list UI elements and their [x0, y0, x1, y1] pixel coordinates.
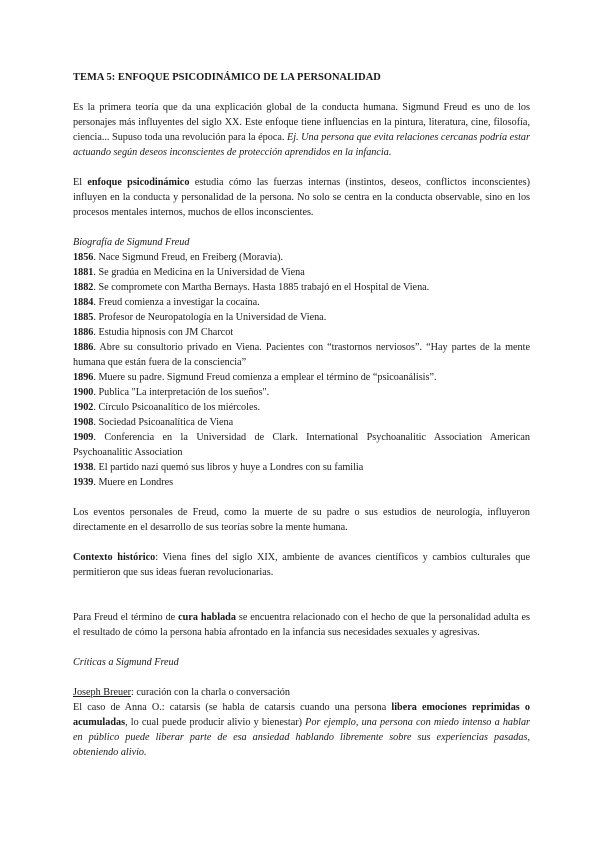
criticas-heading — [73, 655, 530, 670]
biography-year: 1909 — [73, 432, 94, 443]
enfoque-text: estudia cómo las fuerzas internas (instintos, deseos, conflictos inconscientes) influyen en la conducta y personalidad de la persona. No solo se centra en la conducta observable, sino en los procesos mentales internos, muchos de ellos inconscientes. — [73, 177, 531, 218]
context-paragraph — [73, 550, 530, 580]
anna-paragraph — [73, 700, 530, 760]
biography-text: . Sociedad Psicoanalítica de Viena — [93, 417, 234, 428]
criticas-heading-text: Críticas a Sigmund Freud — [73, 657, 179, 668]
biography-text: . Círculo Psicoanalítico de los miércoles. — [93, 402, 261, 413]
biography-item — [73, 460, 530, 475]
biography-year: 1908 — [73, 417, 94, 428]
biography-heading-text: Biografía de Sigmund Freud — [73, 237, 190, 248]
cura-prefix: Para Freud el término de — [73, 612, 179, 623]
biography-item — [73, 310, 530, 325]
biography-text: . El partido nazi quemó sus libros y huye a Londres con su familia — [93, 462, 364, 473]
biography-year: 1896 — [73, 372, 94, 383]
biography-year: 1938 — [73, 462, 94, 473]
anna-prefix: El caso de Anna O.: catarsis (se habla de catarsis cuando una persona — [73, 702, 392, 713]
biography-heading — [73, 235, 530, 250]
cura-paragraph — [73, 610, 530, 640]
biography-text: . Profesor de Neuropatología en la Universidad de Viena. — [93, 312, 327, 323]
anna-example: Por ejemplo, una persona con miedo intenso a hablar en público puede liberar parte de esa ansiedad hablando libremente sobre sus experiencias pasadas, obteniendo alivio. — [73, 717, 530, 758]
context-text: : Viena fines del siglo XIX, ambiente de avances científicos y cambios culturales que permitieron que sus ideas fueran revolucionarias. — [73, 552, 530, 578]
biography-text: . Estudia hipnosis con JM Charcot — [93, 327, 234, 338]
biography-text: . Muere en Londres — [93, 477, 174, 488]
biography-item — [73, 265, 530, 280]
cura-text: se encuentra relacionado con el hecho de que la personalidad adulta es el resultado de cómo la persona había afrontado en la infancia sus necesidades sexuales y agresivas. — [73, 612, 530, 638]
biography-text: . Nace Sigmund Freud, en Freiberg (Moravia). — [93, 252, 284, 263]
biography-year: 1900 — [73, 387, 94, 398]
biography-item — [73, 385, 530, 400]
biography-section — [73, 235, 530, 490]
biography-year: 1939 — [73, 477, 94, 488]
biography-list — [73, 250, 530, 490]
biography-year: 1902 — [73, 402, 94, 413]
enfoque-term: enfoque psicodinámico — [87, 177, 190, 188]
breuer-text: : curación con la charla o conversación — [131, 687, 290, 698]
biography-item — [73, 280, 530, 295]
biography-text: . Abre su consultorio privado en Viena. Pacientes con “trastornos nerviosos”. “Hay partes de la mente humana que están fuera de la consciencia” — [73, 342, 530, 368]
enfoque-paragraph — [73, 175, 530, 220]
events-paragraph: Los eventos personales de Freud, como la muerte de su padre o sus estudios de neurología, influyeron directamente en el desarrollo de sus teorías sobre la mente humana. — [73, 507, 530, 533]
biography-text: . Se compromete con Martha Bernays. Hasta 1885 trabajó en el Hospital de Viena. — [93, 282, 430, 293]
biography-text: . Publica "La interpretación de los sueños". — [93, 387, 270, 398]
biography-item — [73, 340, 530, 370]
biography-text: . Conferencia en la Universidad de Clark. International Psychoanalitic Association American Psychoanalitic Association — [73, 432, 530, 458]
biography-year: 1881 — [73, 267, 94, 278]
biography-year: 1886 — [73, 342, 94, 353]
biography-text: . Freud comienza a investigar la cocaína. — [93, 297, 260, 308]
page-title: TEMA 5: ENFOQUE PSICODINÁMICO DE LA PERSONALIDAD — [73, 72, 381, 83]
biography-item — [73, 475, 530, 490]
breuer-name: Joseph Breuer — [73, 687, 131, 698]
biography-item — [73, 325, 530, 340]
intro-paragraph — [73, 100, 530, 160]
breuer-line — [73, 685, 530, 700]
biography-item — [73, 370, 530, 385]
biography-text: . Muere su padre. Sigmund Freud comienza a emplear el término de “psicoanálisis”. — [93, 372, 437, 383]
biography-year: 1884 — [73, 297, 94, 308]
biography-item — [73, 430, 530, 460]
biography-text: . Se gradúa en Medicina en la Universidad de Viena — [93, 267, 305, 278]
anna-bold: libera emociones reprimidas o acumuladas — [73, 702, 530, 728]
biography-item — [73, 250, 530, 265]
biography-item — [73, 295, 530, 310]
biography-item — [73, 400, 530, 415]
biography-year: 1885 — [73, 312, 94, 323]
intro-text: Es la primera teoría que da una explicación global de la conducta humana. Sigmund Freud es uno de los personajes más influyentes del siglo XX. Este enfoque tiene influencias en la pintura, literatura, cine, filosofía, ciencia... Supuso toda una revolución para la época. — [73, 102, 530, 143]
biography-year: 1886 — [73, 327, 94, 338]
intro-example: Ej. Una persona que evita relaciones cercanas podría estar actuando según deseos inconscientes de protección aprendidos en la infancia. — [73, 132, 530, 158]
biography-year: 1882 — [73, 282, 94, 293]
context-term: Contexto histórico — [73, 552, 156, 563]
enfoque-prefix: El — [73, 177, 88, 188]
anna-text: , lo cual puede producir alivio y bienestar) — [125, 717, 306, 728]
cura-term: cura hablada — [178, 612, 236, 623]
biography-item — [73, 415, 530, 430]
biography-year: 1856 — [73, 252, 94, 263]
